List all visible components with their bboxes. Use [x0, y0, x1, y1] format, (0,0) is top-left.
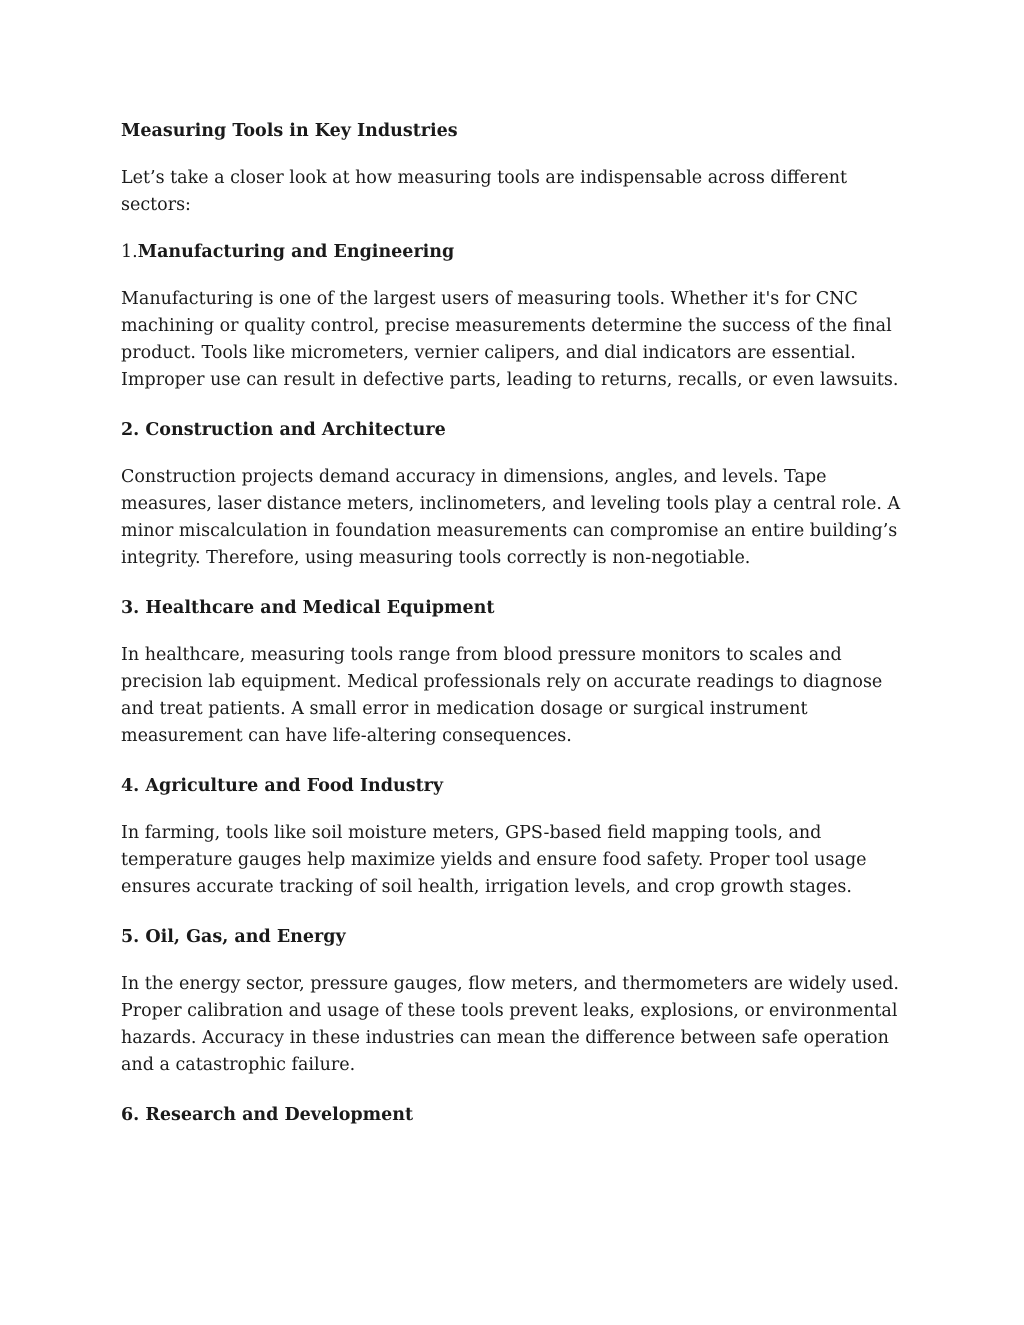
- section-body-4: In farming, tools like soil moisture meters, GPS-based field mapping tools, and temperature gauges help maximize yields and ensure food safety. Proper tool usage ensures accurate tracking of soil health, irrigation levels, and crop growth stages.: [121, 823, 867, 897]
- section-title: Agriculture and Food Industry: [145, 776, 444, 796]
- section-heading-5: [121, 924, 911, 951]
- section-body-1: Manufacturing is one of the largest users of measuring tools. Whether it's for CNC machining or quality control, precise measurements determine the success of the final product. Tools like micrometers, vernier calipers, and dial indicators are essential. Improper use can result in defective parts, leading to returns, recalls, or even lawsuits.: [121, 289, 899, 390]
- section-heading-6: [121, 1102, 911, 1129]
- section-number: 5.: [121, 927, 140, 947]
- section-body-3: In healthcare, measuring tools range from blood pressure monitors to scales and precision lab equipment. Medical professionals rely on accurate readings to diagnose and treat patients. A small error in medication dosage or surgical instrument measurement can have life-altering consequences.: [121, 645, 883, 746]
- section-heading-3: [121, 595, 911, 622]
- section-number: 3.: [121, 598, 140, 618]
- document-title: Measuring Tools in Key Industries: [121, 121, 458, 141]
- section-title: Research and Development: [145, 1105, 414, 1125]
- section-heading-4: [121, 773, 911, 800]
- section-number: 2.: [121, 420, 140, 440]
- section-body-5: In the energy sector, pressure gauges, flow meters, and thermometers are widely used. Proper calibration and usage of these tools prevent leaks, explosions, or environmental hazards. Accuracy in these industries can mean the difference between safe operation and a catastrophic failure.: [121, 974, 899, 1075]
- section-body-2: Construction projects demand accuracy in dimensions, angles, and levels. Tape measures, laser distance meters, inclinometers, and leveling tools play a central role. A minor miscalculation in foundation measurements can compromise an entire building’s integrity. Therefore, using measuring tools correctly is non-negotiable.: [121, 467, 901, 568]
- section-title: Oil, Gas, and Energy: [145, 927, 346, 947]
- section-heading-2: [121, 417, 911, 444]
- section-title: Construction and Architecture: [145, 420, 446, 440]
- section-heading-1: [121, 239, 911, 266]
- section-number: 4.: [121, 776, 140, 796]
- section-number: 1.: [121, 242, 138, 262]
- section-title: Manufacturing and Engineering: [137, 242, 455, 262]
- section-number: 6.: [121, 1105, 140, 1125]
- section-title: Healthcare and Medical Equipment: [145, 598, 495, 618]
- intro-paragraph: Let’s take a closer look at how measuring tools are indispensable across different sectors:: [121, 168, 847, 215]
- document-page: [121, 118, 911, 1149]
